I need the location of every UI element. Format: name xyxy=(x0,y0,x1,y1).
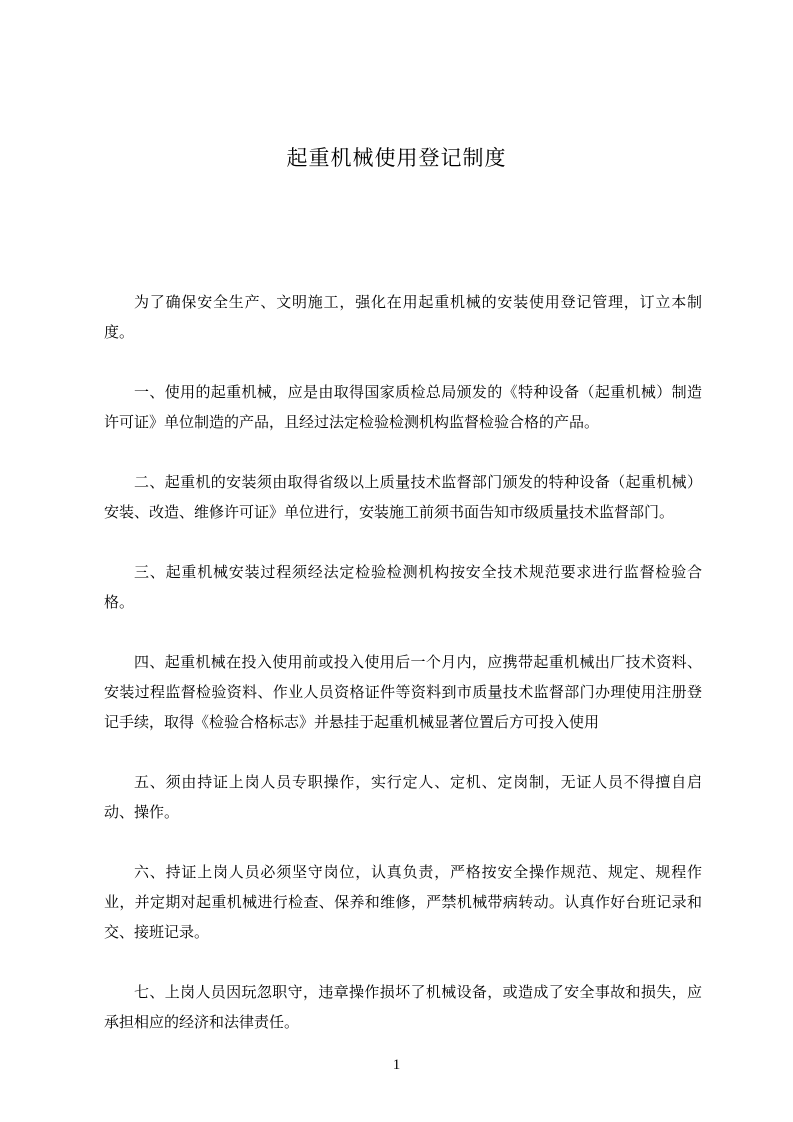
paragraph-1: 一、使用的起重机械，应是由取得国家质检总局颁发的《特种设备（起重机械）制造许可证》单位制造的产品，且经过法定检验检测机构监督检验合格的产品。 xyxy=(104,383,702,431)
paragraph-intro: 为了确保安全生产、文明施工，强化在用起重机械的安装使用登记管理，订立本制度。 xyxy=(104,293,702,341)
paragraph-6: 六、持证上岗人员必须坚守岗位，认真负责，严格按安全操作规范、规定、规程作业，并定期对起重机械进行检查、保养和维修，严禁机械带病转动。认真作好台班记录和交、接班记录。 xyxy=(104,863,702,941)
paragraph-7: 七、上岗人员因玩忽职守，违章操作损坏了机械设备，或造成了安全事故和损失，应承担相应的经济和法律责任。 xyxy=(104,983,702,1031)
document-body xyxy=(104,287,702,1067)
page-number: 1 xyxy=(392,1057,401,1073)
document-title: 起重机械使用登记制度 xyxy=(286,146,507,170)
paragraph-4: 四、起重机械在投入使用前或投入使用后一个月内，应携带起重机械出厂技术资料、安装过程监督检验资料、作业人员资格证件等资料到市质量技术监督部门办理使用注册登记手续，取得《检验合格标志》并悬挂于起重机械显著位置后方可投入使用 xyxy=(104,653,702,731)
paragraph-3: 三、起重机械安装过程须经法定检验检测机构按安全技术规范要求进行监督检验合格。 xyxy=(104,563,702,611)
paragraph-5: 五、须由持证上岗人员专职操作，实行定人、定机、定岗制，无证人员不得擅自启动、操作。 xyxy=(104,773,702,821)
paragraph-2: 二、起重机的安装须由取得省级以上质量技术监督部门颁发的特种设备（起重机械）安装、改造、维修许可证》单位进行，安装施工前须书面告知市级质量技术监督部门。 xyxy=(104,473,702,521)
